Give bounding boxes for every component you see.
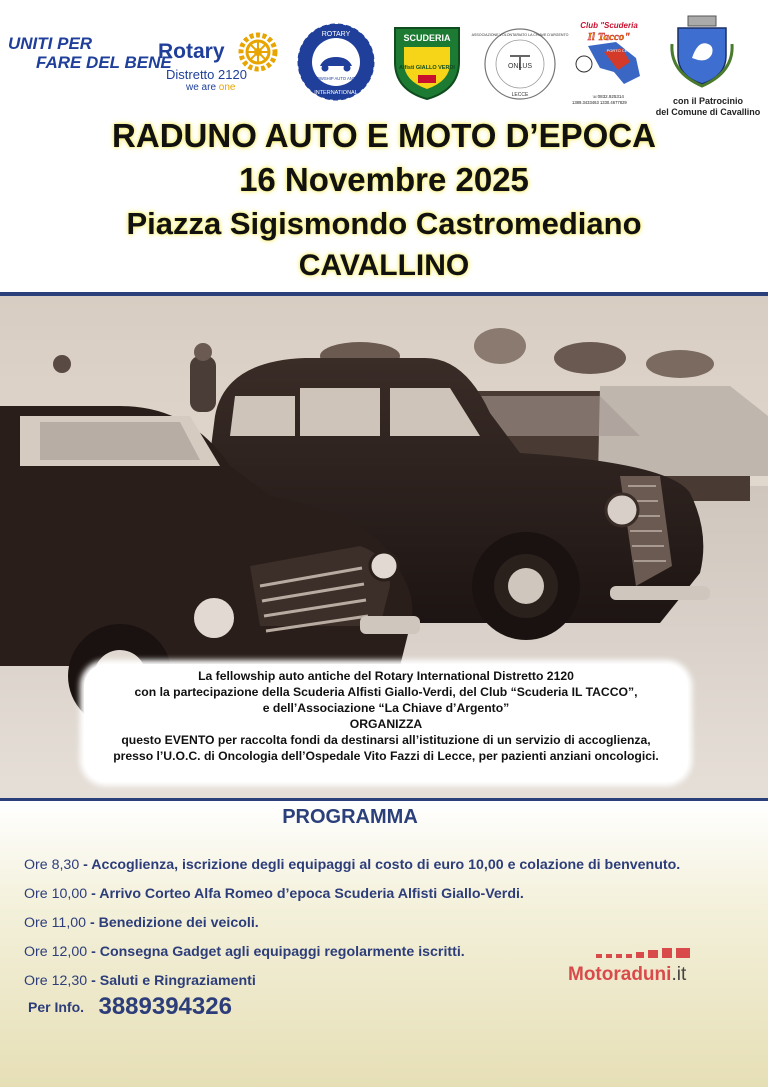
programma-item [24,912,764,941]
programma-time: Ore 12,30 [24,973,88,989]
svg-text:PORTO CESAREO: PORTO CESAREO [606,48,642,53]
svg-text:☏0832.925314: ☏0832.925314 [592,94,624,99]
rotary-tagline: we are one [186,82,236,93]
event-venue: Piazza Sigismondo Castromediano [126,206,642,241]
watermark-bars-icon [596,948,696,960]
programma-title: PROGRAMMA [282,806,418,828]
event-date: 16 Novembre 2025 [239,161,529,198]
svg-text:Il Tacco": Il Tacco" [587,31,631,43]
description-line: questo EVENTO per raccolta fondi da destinarsi all’istituzione di un servizio di accoglienza, [121,733,651,747]
programma-item [24,883,764,912]
programma-time: Ore 11,00 [24,915,87,931]
rotary-district: Distretto 2120 [166,67,247,82]
rotary-name: Rotary [158,40,225,63]
event-town: CAVALLINO [298,249,470,282]
title-line-1: RADUNO AUTO E MOTO D’EPOCA [112,117,656,154]
svg-text:ASSOCIAZIONE VOLONTARIATO LA C: ASSOCIAZIONE VOLONTARIATO LA CHIAVE D'ARGENTO [471,33,569,37]
rotary-logo [158,38,286,98]
description-line: La fellowship auto antiche del Rotary International Distretto 2120 [198,669,574,683]
chiave-argento-logo [471,26,569,102]
description-organizza: ORGANIZZA [349,717,423,731]
svg-text:Club "Scuderia: Club "Scuderia [580,21,638,30]
programma-time: Ore 8,30 [24,857,80,873]
svg-text:Alfisti GIALLO VERDI: Alfisti GIALLO VERDI [399,65,455,71]
comune-cavallino-crest [670,14,734,88]
fellowship-logo [296,22,376,102]
programma-text: - Arrivo Corteo Alfa Romeo d’epoca Scuderia Alfisti Giallo-Verdi. [91,886,524,902]
svg-text:INTERNATIONAL: INTERNATIONAL [314,90,358,96]
club-tacco-logo [564,18,654,114]
description-line: con la partecipazione della Scuderia Alfisti Giallo-Verdi, del Club “Scuderia IL TACCO”, [134,685,638,699]
rotary-wheel-icon [238,32,278,72]
programma-text: - Benedizione dei veicoli. [90,915,259,931]
sponsor-logos [0,0,768,117]
programma-item [24,854,764,883]
motoraduni-watermark [568,960,728,990]
programma-text: - Accoglienza, iscrizione degli equipaggi al costo di euro 10,00 e colazione di benvenuto. [83,857,681,873]
svg-text:ONLUS: ONLUS [507,63,533,70]
svg-text:1389.3433463 1330.4677829: 1389.3433463 1330.4677829 [572,100,627,105]
programma-time: Ore 12,00 [24,944,88,960]
slogan-logo: UNITI PER FARE DEL BENE [8,34,172,72]
svg-text:SCUDERIA: SCUDERIA [403,33,451,43]
programma-text: - Saluti e Ringraziamenti [91,973,256,989]
svg-text:LECCE: LECCE [511,92,529,98]
contact-info [28,993,232,1021]
watermark-tld: .it [671,964,687,985]
event-description [84,664,688,782]
info-label: Per Info. [28,999,85,1015]
description-line: e dell’Associazione “La Chiave d’Argento” [262,701,510,715]
patrocinio-caption: con il Patrocinio del Comune di Cavallino [655,96,761,117]
description-line: presso l’U.O.C. di Oncologia dell’Ospedale Vito Fazzi di Lecce, per pazienti anziani oncologici. [113,749,659,763]
svg-text:ROTARY: ROTARY [321,31,351,38]
programma-time: Ore 10,00 [24,886,88,902]
svg-text:FELLOWSHIP AUTO ANTICHE: FELLOWSHIP AUTO ANTICHE [306,76,366,81]
event-title [0,114,768,286]
info-phone[interactable]: 3889394326 [98,993,232,1020]
programma-text: - Consegna Gadget agli equipaggi regolarmente iscritti. [91,944,465,960]
watermark-name: Motoraduni [568,964,672,985]
scuderia-logo [392,25,462,101]
